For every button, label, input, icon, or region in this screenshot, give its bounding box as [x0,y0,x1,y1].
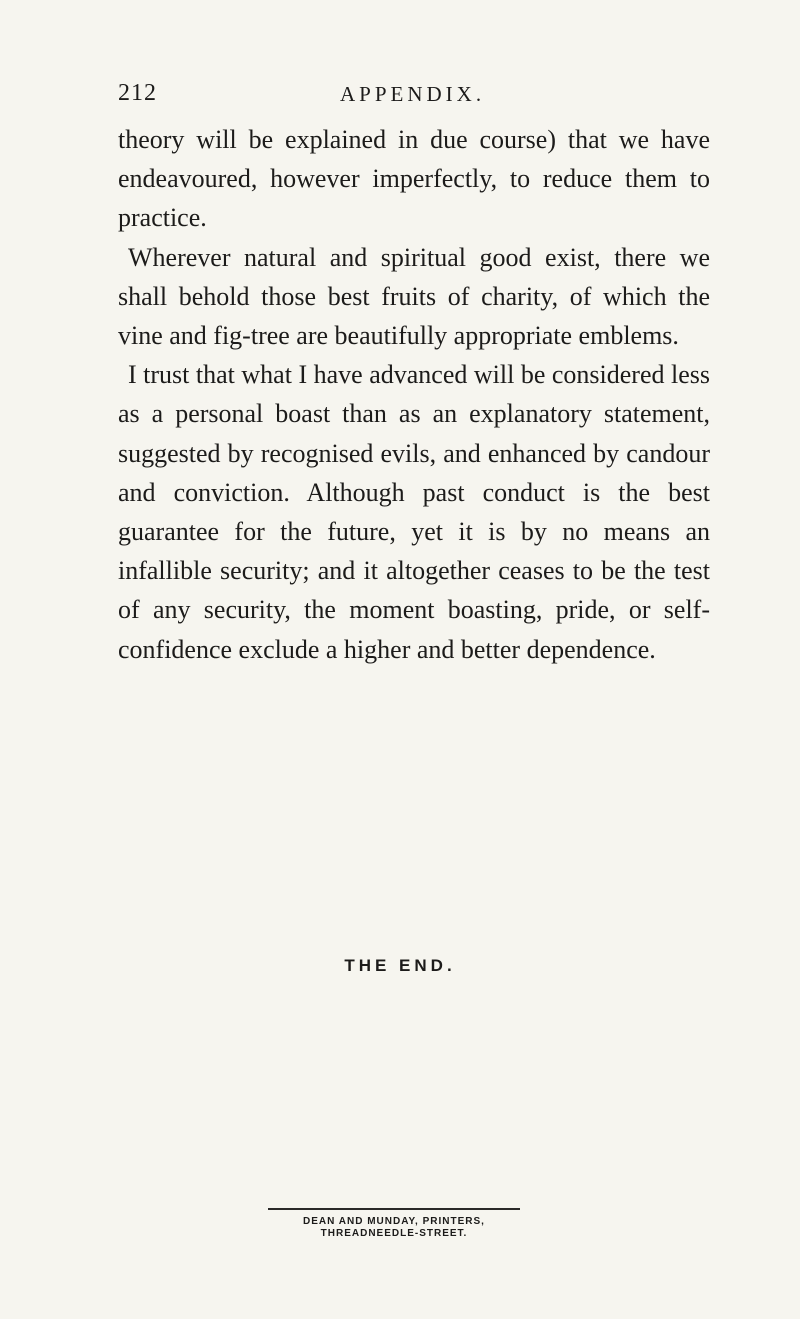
imprint-line-address: THREADNEEDLE-STREET. [320,1228,468,1239]
the-end-heading: THE END. [344,956,456,975]
printer-imprint [268,1208,520,1240]
page-number: 212 [118,80,157,106]
running-title: APPENDIX. [340,82,486,106]
body-text [118,120,710,669]
imprint-line-printers: DEAN AND MUNDAY, PRINTERS, [303,1216,485,1227]
paragraph: I trust that what I have advanced will be considered less as a personal boast than as an explanatory statement, suggested by recognised evils, and enhanced by candour and conviction. Although past conduct is the best guarantee for the future, yet it is by no means an infallible security; and it altogether ceases to be the test of any security, the moment boasting, pride, or self-confidence exclude a higher and better dependence. [118,360,710,664]
running-head [118,80,708,108]
paragraph: Wherever natural and spiritual good exist, there we shall behold those best fruits of charity, of which the vine and fig-tree are beautifully appropriate emblems. [118,242,710,351]
paragraph: theory will be explained in due course) that we have endeavoured, however imperfectly, to reduce them to practice. [118,125,710,233]
